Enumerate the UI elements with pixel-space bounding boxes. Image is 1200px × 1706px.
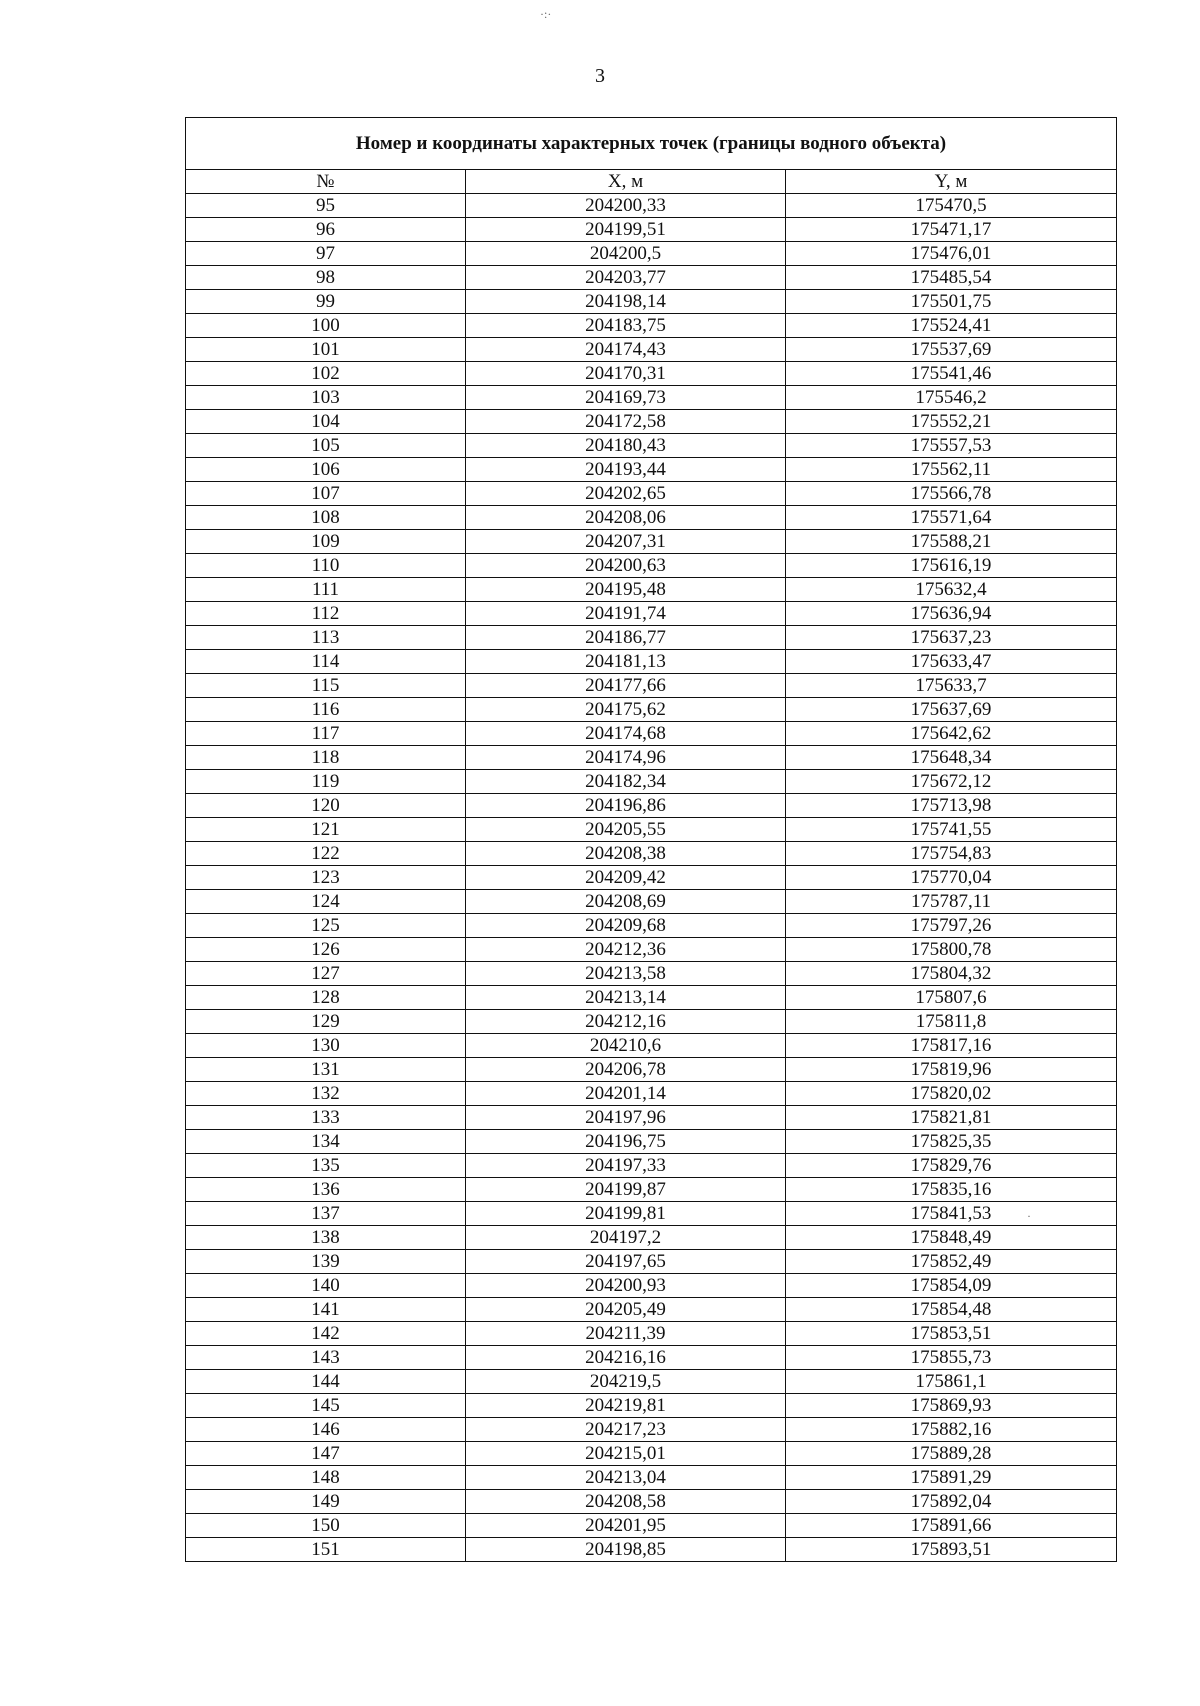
point-number-cell: 141 — [186, 1298, 466, 1322]
table-row — [186, 1130, 1117, 1154]
x-coordinate-cell: 204195,48 — [466, 578, 786, 602]
point-number-cell: 115 — [186, 674, 466, 698]
y-coordinate-cell: 175470,5 — [786, 194, 1117, 218]
scan-speck: · — [1027, 1209, 1031, 1223]
table-row — [186, 266, 1117, 290]
table-row — [186, 1274, 1117, 1298]
point-number-cell: 137 — [186, 1202, 466, 1226]
table-row — [186, 554, 1117, 578]
table-row — [186, 434, 1117, 458]
x-coordinate-cell: 204216,16 — [466, 1346, 786, 1370]
x-coordinate-cell: 204213,04 — [466, 1466, 786, 1490]
table-row — [186, 1466, 1117, 1490]
y-coordinate-cell: 175861,1 — [786, 1370, 1117, 1394]
point-number-cell: 119 — [186, 770, 466, 794]
table-row — [186, 314, 1117, 338]
x-coordinate-cell: 204208,58 — [466, 1490, 786, 1514]
x-coordinate-cell: 204172,58 — [466, 410, 786, 434]
table-row — [186, 986, 1117, 1010]
y-coordinate-cell: 175891,29 — [786, 1466, 1117, 1490]
table-row — [186, 1442, 1117, 1466]
table-row — [186, 1034, 1117, 1058]
x-coordinate-cell: 204193,44 — [466, 458, 786, 482]
y-coordinate-cell: 175869,93 — [786, 1394, 1117, 1418]
y-coordinate-cell: 175754,83 — [786, 842, 1117, 866]
point-number-cell: 123 — [186, 866, 466, 890]
table-row — [186, 722, 1117, 746]
table-row — [186, 938, 1117, 962]
x-coordinate-cell: 204208,06 — [466, 506, 786, 530]
point-number-cell: 109 — [186, 530, 466, 554]
y-coordinate-cell: 175571,64 — [786, 506, 1117, 530]
table-row — [186, 194, 1117, 218]
x-coordinate-cell: 204175,62 — [466, 698, 786, 722]
point-number-cell: 114 — [186, 650, 466, 674]
x-coordinate-cell: 204202,65 — [466, 482, 786, 506]
x-coordinate-cell: 204213,58 — [466, 962, 786, 986]
x-coordinate-cell: 204177,66 — [466, 674, 786, 698]
point-number-cell: 116 — [186, 698, 466, 722]
y-coordinate-cell: 175672,12 — [786, 770, 1117, 794]
table-row — [186, 362, 1117, 386]
point-number-cell: 149 — [186, 1490, 466, 1514]
x-coordinate-cell: 204199,81 — [466, 1202, 786, 1226]
point-number-cell: 145 — [186, 1394, 466, 1418]
x-coordinate-cell: 204191,74 — [466, 602, 786, 626]
x-coordinate-cell: 204197,96 — [466, 1106, 786, 1130]
table-row — [186, 1394, 1117, 1418]
x-coordinate-cell: 204197,2 — [466, 1226, 786, 1250]
point-number-cell: 146 — [186, 1418, 466, 1442]
point-number-cell: 121 — [186, 818, 466, 842]
y-coordinate-cell: 175800,78 — [786, 938, 1117, 962]
x-coordinate-cell: 204207,31 — [466, 530, 786, 554]
point-number-cell: 130 — [186, 1034, 466, 1058]
x-coordinate-cell: 204198,85 — [466, 1538, 786, 1562]
point-number-cell: 113 — [186, 626, 466, 650]
table-row — [186, 794, 1117, 818]
point-number-cell: 138 — [186, 1226, 466, 1250]
point-number-cell: 124 — [186, 890, 466, 914]
y-coordinate-cell: 175804,32 — [786, 962, 1117, 986]
table-row — [186, 914, 1117, 938]
x-coordinate-cell: 204199,87 — [466, 1178, 786, 1202]
table-row — [186, 1298, 1117, 1322]
table-header-row — [186, 170, 1117, 194]
column-header-x: X, м — [466, 170, 786, 194]
x-coordinate-cell: 204200,63 — [466, 554, 786, 578]
x-coordinate-cell: 204212,36 — [466, 938, 786, 962]
point-number-cell: 97 — [186, 242, 466, 266]
x-coordinate-cell: 204181,13 — [466, 650, 786, 674]
point-number-cell: 150 — [186, 1514, 466, 1538]
y-coordinate-cell: 175854,48 — [786, 1298, 1117, 1322]
point-number-cell: 144 — [186, 1370, 466, 1394]
y-coordinate-cell: 175633,7 — [786, 674, 1117, 698]
table-row — [186, 674, 1117, 698]
x-coordinate-cell: 204196,86 — [466, 794, 786, 818]
point-number-cell: 151 — [186, 1538, 466, 1562]
x-coordinate-cell: 204213,14 — [466, 986, 786, 1010]
table-row — [186, 1490, 1117, 1514]
table-row — [186, 1010, 1117, 1034]
table-row — [186, 458, 1117, 482]
x-coordinate-cell: 204208,69 — [466, 890, 786, 914]
y-coordinate-cell: 175501,75 — [786, 290, 1117, 314]
y-coordinate-cell: 175637,23 — [786, 626, 1117, 650]
y-coordinate-cell: 175552,21 — [786, 410, 1117, 434]
y-coordinate-cell: 175562,11 — [786, 458, 1117, 482]
point-number-cell: 120 — [186, 794, 466, 818]
y-coordinate-cell: 175632,4 — [786, 578, 1117, 602]
y-coordinate-cell: 175637,69 — [786, 698, 1117, 722]
point-number-cell: 101 — [186, 338, 466, 362]
point-number-cell: 147 — [186, 1442, 466, 1466]
y-coordinate-cell: 175546,2 — [786, 386, 1117, 410]
y-coordinate-cell: 175848,49 — [786, 1226, 1117, 1250]
table-row — [186, 1418, 1117, 1442]
table-row — [186, 1058, 1117, 1082]
point-number-cell: 107 — [186, 482, 466, 506]
point-number-cell: 139 — [186, 1250, 466, 1274]
x-coordinate-cell: 204183,75 — [466, 314, 786, 338]
y-coordinate-cell: 175855,73 — [786, 1346, 1117, 1370]
point-number-cell: 125 — [186, 914, 466, 938]
table-row — [186, 890, 1117, 914]
point-number-cell: 99 — [186, 290, 466, 314]
x-coordinate-cell: 204206,78 — [466, 1058, 786, 1082]
y-coordinate-cell: 175853,51 — [786, 1322, 1117, 1346]
table-row — [186, 530, 1117, 554]
point-number-cell: 110 — [186, 554, 466, 578]
y-coordinate-cell: 175485,54 — [786, 266, 1117, 290]
y-coordinate-cell: 175811,8 — [786, 1010, 1117, 1034]
y-coordinate-cell: 175537,69 — [786, 338, 1117, 362]
x-coordinate-cell: 204201,95 — [466, 1514, 786, 1538]
y-coordinate-cell: 175648,34 — [786, 746, 1117, 770]
point-number-cell: 136 — [186, 1178, 466, 1202]
y-coordinate-cell: 175893,51 — [786, 1538, 1117, 1562]
y-coordinate-cell: 175882,16 — [786, 1418, 1117, 1442]
table-row — [186, 506, 1117, 530]
table-row — [186, 842, 1117, 866]
point-number-cell: 128 — [186, 986, 466, 1010]
x-coordinate-cell: 204169,73 — [466, 386, 786, 410]
table-row — [186, 338, 1117, 362]
x-coordinate-cell: 204174,68 — [466, 722, 786, 746]
y-coordinate-cell: 175807,6 — [786, 986, 1117, 1010]
point-number-cell: 133 — [186, 1106, 466, 1130]
point-number-cell: 122 — [186, 842, 466, 866]
table-row — [186, 1538, 1117, 1562]
y-coordinate-cell: 175616,19 — [786, 554, 1117, 578]
y-coordinate-cell: 175829,76 — [786, 1154, 1117, 1178]
y-coordinate-cell: 175891,66 — [786, 1514, 1117, 1538]
point-number-cell: 108 — [186, 506, 466, 530]
coordinates-table — [185, 117, 1117, 1562]
x-coordinate-cell: 204200,5 — [466, 242, 786, 266]
table-row — [186, 1082, 1117, 1106]
table-row — [186, 650, 1117, 674]
point-number-cell: 106 — [186, 458, 466, 482]
x-coordinate-cell: 204215,01 — [466, 1442, 786, 1466]
table-row — [186, 866, 1117, 890]
y-coordinate-cell: 175633,47 — [786, 650, 1117, 674]
point-number-cell: 148 — [186, 1466, 466, 1490]
x-coordinate-cell: 204205,49 — [466, 1298, 786, 1322]
table-row — [186, 962, 1117, 986]
y-coordinate-cell: 175541,46 — [786, 362, 1117, 386]
table-row — [186, 1346, 1117, 1370]
table-row — [186, 1178, 1117, 1202]
point-number-cell: 143 — [186, 1346, 466, 1370]
y-coordinate-cell: 175636,94 — [786, 602, 1117, 626]
point-number-cell: 117 — [186, 722, 466, 746]
x-coordinate-cell: 204200,33 — [466, 194, 786, 218]
y-coordinate-cell: 175713,98 — [786, 794, 1117, 818]
y-coordinate-cell: 175566,78 — [786, 482, 1117, 506]
table-row — [186, 1226, 1117, 1250]
table-row — [186, 386, 1117, 410]
x-coordinate-cell: 204219,81 — [466, 1394, 786, 1418]
y-coordinate-cell: 175524,41 — [786, 314, 1117, 338]
x-coordinate-cell: 204209,68 — [466, 914, 786, 938]
table-row — [186, 818, 1117, 842]
table-row — [186, 482, 1117, 506]
point-number-cell: 142 — [186, 1322, 466, 1346]
point-number-cell: 111 — [186, 578, 466, 602]
y-coordinate-cell: 175852,49 — [786, 1250, 1117, 1274]
x-coordinate-cell: 204170,31 — [466, 362, 786, 386]
y-coordinate-cell: 175854,09 — [786, 1274, 1117, 1298]
x-coordinate-cell: 204203,77 — [466, 266, 786, 290]
y-coordinate-cell: 175471,17 — [786, 218, 1117, 242]
y-coordinate-cell: 175889,28 — [786, 1442, 1117, 1466]
x-coordinate-cell: 204201,14 — [466, 1082, 786, 1106]
x-coordinate-cell: 204197,65 — [466, 1250, 786, 1274]
y-coordinate-cell: 175642,62 — [786, 722, 1117, 746]
table-row — [186, 1106, 1117, 1130]
x-coordinate-cell: 204205,55 — [466, 818, 786, 842]
y-coordinate-cell: 175825,35 — [786, 1130, 1117, 1154]
x-coordinate-cell: 204210,6 — [466, 1034, 786, 1058]
x-coordinate-cell: 204182,34 — [466, 770, 786, 794]
scan-speck: ·:· — [540, 7, 552, 21]
table-row — [186, 1370, 1117, 1394]
point-number-cell: 127 — [186, 962, 466, 986]
table-row — [186, 218, 1117, 242]
table-row — [186, 746, 1117, 770]
point-number-cell: 104 — [186, 410, 466, 434]
point-number-cell: 112 — [186, 602, 466, 626]
point-number-cell: 105 — [186, 434, 466, 458]
table-row — [186, 1154, 1117, 1178]
table-row — [186, 602, 1117, 626]
point-number-cell: 132 — [186, 1082, 466, 1106]
point-number-cell: 131 — [186, 1058, 466, 1082]
x-coordinate-cell: 204209,42 — [466, 866, 786, 890]
column-header-number: № — [186, 170, 466, 194]
x-coordinate-cell: 204217,23 — [466, 1418, 786, 1442]
table-row — [186, 242, 1117, 266]
table-row — [186, 290, 1117, 314]
x-coordinate-cell: 204200,93 — [466, 1274, 786, 1298]
point-number-cell: 140 — [186, 1274, 466, 1298]
point-number-cell: 134 — [186, 1130, 466, 1154]
point-number-cell: 98 — [186, 266, 466, 290]
x-coordinate-cell: 204197,33 — [466, 1154, 786, 1178]
column-header-y: Y, м — [786, 170, 1117, 194]
y-coordinate-cell: 175588,21 — [786, 530, 1117, 554]
x-coordinate-cell: 204174,43 — [466, 338, 786, 362]
table-row — [186, 1250, 1117, 1274]
table-row — [186, 578, 1117, 602]
table-body — [186, 194, 1117, 1562]
y-coordinate-cell: 175841,53 — [786, 1202, 1117, 1226]
table-row — [186, 1322, 1117, 1346]
point-number-cell: 126 — [186, 938, 466, 962]
point-number-cell: 135 — [186, 1154, 466, 1178]
y-coordinate-cell: 175817,16 — [786, 1034, 1117, 1058]
x-coordinate-cell: 204212,16 — [466, 1010, 786, 1034]
point-number-cell: 95 — [186, 194, 466, 218]
x-coordinate-cell: 204180,43 — [466, 434, 786, 458]
x-coordinate-cell: 204199,51 — [466, 218, 786, 242]
y-coordinate-cell: 175835,16 — [786, 1178, 1117, 1202]
x-coordinate-cell: 204196,75 — [466, 1130, 786, 1154]
page-number: 3 — [595, 65, 605, 87]
y-coordinate-cell: 175797,26 — [786, 914, 1117, 938]
y-coordinate-cell: 175741,55 — [786, 818, 1117, 842]
point-number-cell: 100 — [186, 314, 466, 338]
point-number-cell: 129 — [186, 1010, 466, 1034]
y-coordinate-cell: 175476,01 — [786, 242, 1117, 266]
table-row — [186, 698, 1117, 722]
table-row — [186, 1514, 1117, 1538]
y-coordinate-cell: 175820,02 — [786, 1082, 1117, 1106]
y-coordinate-cell: 175770,04 — [786, 866, 1117, 890]
point-number-cell: 96 — [186, 218, 466, 242]
table-row — [186, 1202, 1117, 1226]
table-row — [186, 770, 1117, 794]
point-number-cell: 102 — [186, 362, 466, 386]
y-coordinate-cell: 175787,11 — [786, 890, 1117, 914]
y-coordinate-cell: 175557,53 — [786, 434, 1117, 458]
x-coordinate-cell: 204198,14 — [466, 290, 786, 314]
x-coordinate-cell: 204186,77 — [466, 626, 786, 650]
y-coordinate-cell: 175892,04 — [786, 1490, 1117, 1514]
table-row — [186, 410, 1117, 434]
x-coordinate-cell: 204174,96 — [466, 746, 786, 770]
x-coordinate-cell: 204208,38 — [466, 842, 786, 866]
x-coordinate-cell: 204219,5 — [466, 1370, 786, 1394]
table-row — [186, 626, 1117, 650]
y-coordinate-cell: 175819,96 — [786, 1058, 1117, 1082]
y-coordinate-cell: 175821,81 — [786, 1106, 1117, 1130]
x-coordinate-cell: 204211,39 — [466, 1322, 786, 1346]
point-number-cell: 118 — [186, 746, 466, 770]
point-number-cell: 103 — [186, 386, 466, 410]
table-title: Номер и координаты характерных точек (границы водного объекта) — [186, 118, 1117, 170]
